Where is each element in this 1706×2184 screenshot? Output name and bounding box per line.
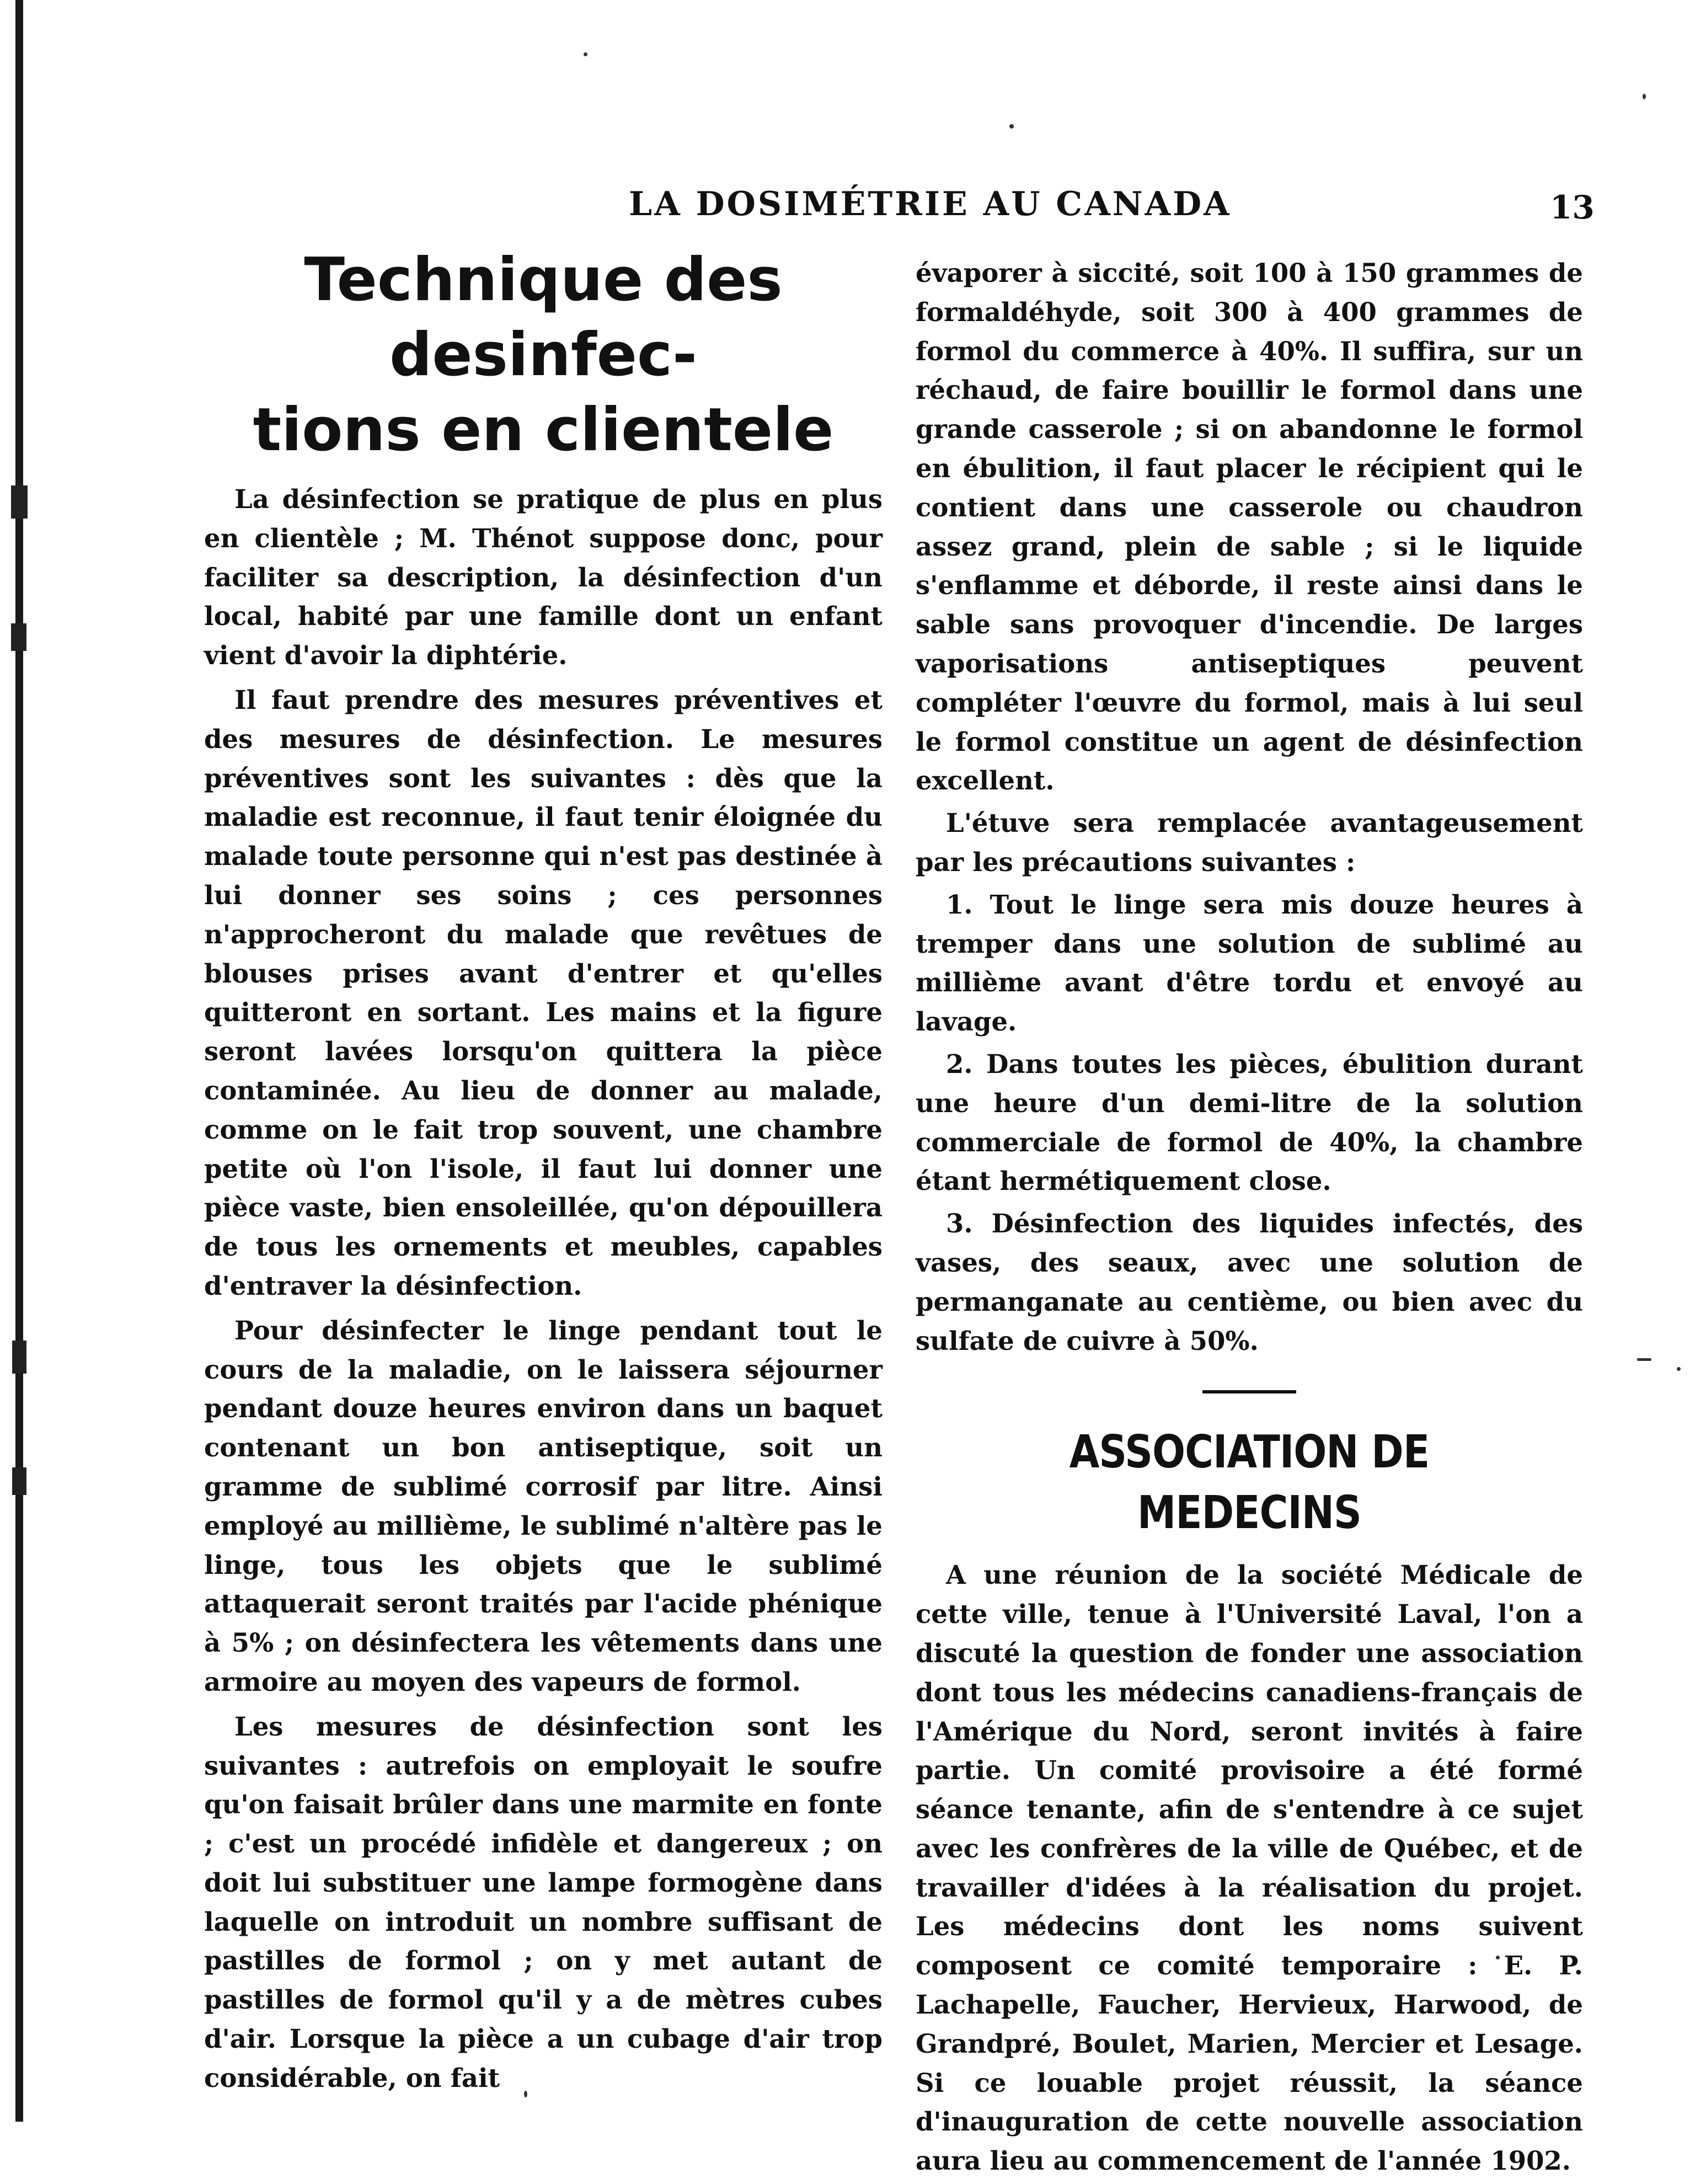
article-continuation: évaporer à siccité, soit 100 à 150 grammes de formaldéhyde, soit 300 à 400 grammes de formol du commerce à 40%. Il suffira, sur un réchaud, de faire bouillir le formol dans une grande casserole ; si on abandonne le formol en ébulition, il faut placer le récipient qui le contient dans une casserole ou chaudron assez grand, plein de sable ; si le liquide s'enflamme et déborde, il reste ainsi dans le sable sans provoquer d'incendie. De larges vaporisations antiseptiques peuvent compléter l'œuvre du formol, mais à lui seul le formol constitue un agent de désinfection excellent. — [916, 258, 1583, 796]
binding-mark — [12, 1467, 26, 1495]
right-column — [916, 254, 1583, 2184]
dust-speck — [584, 52, 587, 56]
article-paragraph: L'étuve sera remplacée avantageusement par les précautions suivantes : — [916, 808, 1583, 877]
section-title: ASSOCIATION DE MEDECINS — [1069, 1426, 1430, 1540]
article-paragraph: Il faut prendre des mesures préventives et des mesures de désinfection. Le mesures préventives sont les suivantes : dès que la maladie est reconnue, il faut tenir éloignée du malade toute personne qui n'est pas destinée à lui donner ses soins ; ces personnes n'approcheront du malade que revêtues de blouses prises avant d'entrer et qu'elles quitteront en sortant. Les mains et la figure seront lavées lorsqu'on quittera la pièce contaminée. Au lieu de donner au malade, comme on le fait trop souvent, une chambre petite où l'on l'isole, il faut lui donner une pièce vaste, bien ensoleillée, qu'on dépouillera de tous les ornements et meubles, capables d'entraver la désinfection. — [204, 684, 883, 1301]
binding-mark — [11, 485, 28, 519]
dust-speck — [1677, 1367, 1681, 1371]
binding-edge — [15, 0, 23, 2122]
article-title — [204, 243, 883, 468]
binding-mark — [12, 1341, 26, 1374]
article-paragraph: La désinfection se pratique de plus en plus en clientèle ; M. Thénot suppose donc, pour faciliter sa description, la désinfection d'un local, habité par une famille dont un enfant vient d'avoir la diphtérie. — [204, 484, 883, 671]
list-item: 1. Tout le linge sera mis douze heures à tremper dans une solution de sublimé au millième avant d'être tordu et envoyé au lavage. — [916, 889, 1583, 1037]
page-number: 13 — [1550, 189, 1595, 226]
article-paragraph: Pour désinfecter le linge pendant tout le cours de la maladie, on le laissera séjourner pendant douze heures environ dans un baquet contenant un bon antiseptique, soit un gramme de sublimé corrosif par litre. Ainsi employé au millième, le sublimé n'altère pas le linge, tous les objets que le sublimé attaquerait seront traités par l'acide phénique à 5% ; on désinfectera les vêtements dans une armoire au moyen des vapeurs de formol. — [204, 1315, 883, 1697]
dust-speck — [1009, 124, 1014, 129]
binding-mark — [11, 623, 26, 651]
article-paragraph: Les mesures de désinfection sont les suivantes : autrefois on employait le soufre qu'on faisait brûler dans une marmite en fonte ; c'est un procédé infidèle et dangereux ; on doit lui substituer une lampe formogène dans laquelle on introduit un nombre suffisant de pastilles de formol ; on y met autant de pastilles de formol qu'il y a de mètres cubes d'air. Lorsque la pièce a un cubage d'air trop considérable, on fait — [204, 1711, 883, 2093]
dust-speck — [1637, 1358, 1651, 1361]
left-column — [204, 243, 883, 2103]
article-title-line: Technique des desinfec- — [304, 245, 783, 389]
dust-speck — [1643, 94, 1646, 99]
running-head: LA DOSIMÉTRIE AU CANADA — [629, 185, 1232, 223]
list-item: 3. Désinfection des liquides infectés, des vases, des seaux, avec une solution de permanganate au centième, ou bien avec du sulfate de cuivre à 50%. — [916, 1208, 1583, 1356]
section-divider — [1202, 1390, 1296, 1393]
section-paragraph: A une réunion de la société Médicale de cette ville, tenue à l'Université Laval, l'on a discuté la question de fonder une association dont tous les médecins canadiens-français de l'Amérique du Nord, seront invités à faire partie. Un comité provisoire a été formé séance tenante, afin de s'entendre à ce sujet avec les confrères de la ville de Québec, et de travailler d'idées à la réalisation du projet. Les médecins dont les noms suivent composent ce comité temporaire : E. P. Lachapelle, Faucher, Hervieux, Harwood, de Grandpré, Boulet, Marien, Mercier et Lesage. Si ce louable projet réussit, la séance d'inauguration de cette nouvelle association aura lieu au commencement de l'année 1902. — [916, 1560, 1583, 2176]
list-item: 2. Dans toutes les pièces, ébulition durant une heure d'un demi-litre de la solution commerciale de formol de 40%, la chambre étant hermétiquement close. — [916, 1048, 1583, 1197]
article-title-line: tions en clientele — [253, 396, 834, 464]
